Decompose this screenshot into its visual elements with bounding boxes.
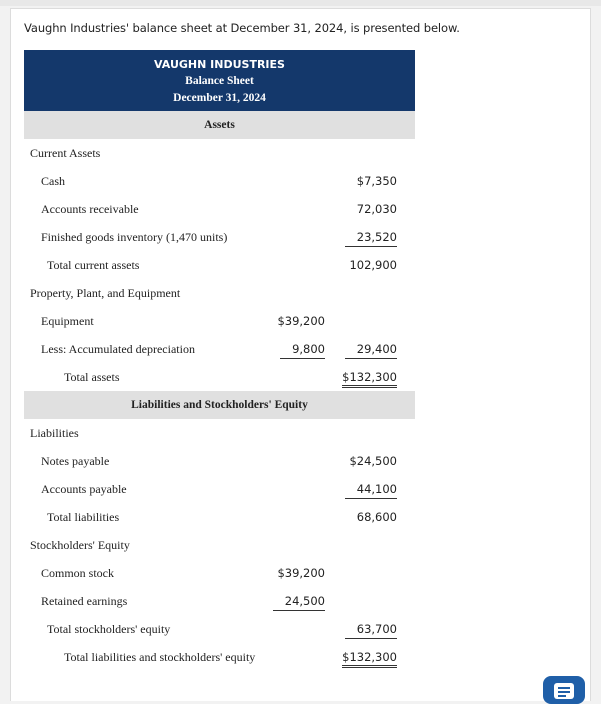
receivable-label: Accounts receivable: [41, 202, 139, 216]
total-le-row: [24, 643, 415, 671]
cash-row: [24, 167, 415, 195]
liabilities-label: Liabilities: [30, 426, 79, 440]
total-le-label: Total liabilities and stockholders' equity: [64, 650, 256, 664]
receivable-row: [24, 195, 415, 223]
notes-payable-label: Notes payable: [41, 454, 110, 468]
ppe-row: [24, 279, 415, 307]
equipment-label: Equipment: [41, 314, 94, 328]
liabilities-equity-heading: Liabilities and Stockholders' Equity: [24, 391, 415, 419]
total-current-assets-amount: 102,900: [349, 258, 397, 272]
accounts-payable-row: [24, 475, 415, 503]
inventory-label: Finished goods inventory (1,470 units): [41, 230, 228, 244]
receivable-amount: 72,030: [356, 202, 397, 216]
notes-payable-row: [24, 447, 415, 475]
total-equity-amount: 63,700: [345, 622, 397, 639]
accounts-payable-amount: 44,100: [345, 482, 397, 499]
current-assets-row: [24, 139, 415, 167]
top-divider: [0, 0, 601, 6]
total-liabilities-label: Total liabilities: [47, 510, 120, 524]
common-stock-label: Common stock: [41, 566, 115, 580]
depreciation-amount: 9,800: [280, 342, 325, 359]
inventory-amount: 23,520: [345, 230, 397, 247]
depreciation-label: Less: Accumulated depreciation: [41, 342, 195, 356]
balance-sheet-header: [24, 50, 415, 111]
depreciation-row: [24, 335, 415, 363]
liabilities-row: [24, 419, 415, 447]
common-stock-row: [24, 559, 415, 587]
statement-title: Balance Sheet: [185, 75, 254, 87]
ppe-label: Property, Plant, and Equipment: [30, 286, 181, 300]
cash-amount: $7,350: [356, 174, 397, 188]
equipment-amount: $39,200: [277, 314, 325, 328]
common-stock-amount: $39,200: [277, 566, 325, 580]
total-assets-amount: $132,300: [342, 370, 397, 388]
equity-label: Stockholders' Equity: [30, 538, 130, 552]
balance-sheet: [24, 50, 415, 671]
cash-label: Cash: [41, 174, 65, 188]
accounts-payable-label: Accounts payable: [41, 482, 127, 496]
total-assets-row: [24, 363, 415, 391]
assets-heading: Assets: [24, 111, 415, 139]
statement-date: December 31, 2024: [173, 92, 266, 104]
intro-text: Vaughn Industries' balance sheet at December 31, 2024, is presented below.: [24, 21, 460, 35]
current-assets-label: Current Assets: [30, 146, 101, 160]
inventory-row: [24, 223, 415, 251]
total-le-amount: $132,300: [342, 650, 397, 668]
chat-icon: [553, 682, 575, 700]
retained-earnings-label: Retained earnings: [41, 594, 128, 608]
content-card: [10, 8, 591, 701]
total-current-assets-row: [24, 251, 415, 279]
notes-payable-amount: $24,500: [349, 454, 397, 468]
retained-earnings-amount: 24,500: [273, 594, 325, 611]
retained-earnings-row: [24, 587, 415, 615]
company-name: VAUGHN INDUSTRIES: [154, 58, 285, 71]
total-liabilities-amount: 68,600: [356, 510, 397, 524]
total-equity-label: Total stockholders' equity: [47, 622, 171, 636]
total-liabilities-row: [24, 503, 415, 531]
total-equity-row: [24, 615, 415, 643]
total-current-assets-label: Total current assets: [47, 258, 140, 272]
total-assets-label: Total assets: [64, 370, 120, 384]
ppe-net-amount: 29,400: [345, 342, 397, 359]
equipment-row: [24, 307, 415, 335]
equity-row: [24, 531, 415, 559]
